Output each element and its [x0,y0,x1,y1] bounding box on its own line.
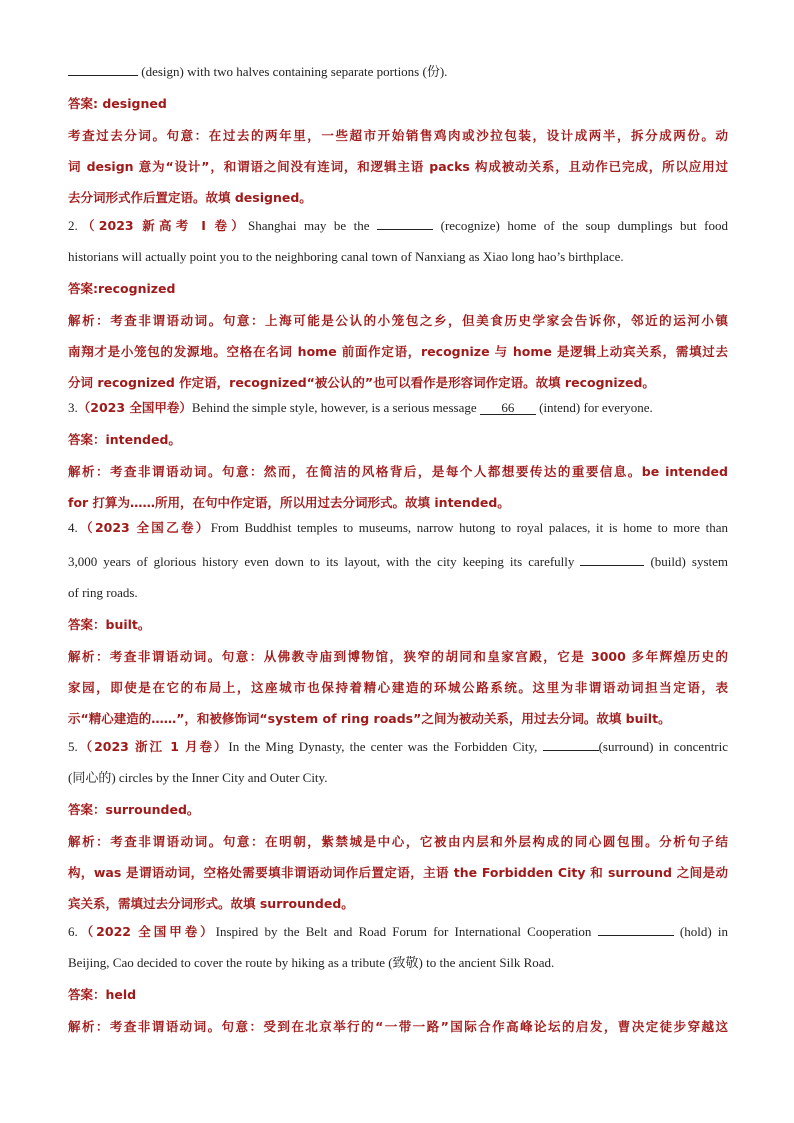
question-number: 4. [68,520,78,535]
answer-blank [543,735,599,751]
question-line [68,399,728,417]
document-page [68,60,728,1043]
question-text-segment: (surround) in concentric [598,739,728,754]
exam-source-tag: （2023 全国乙卷） [77,520,211,535]
explanation-line: 考查过去分词。句意：在过去的两年里，一些超市开始销售鸡肉或沙拉包装，设计成两半，拆分成两份。动 [68,128,728,143]
question-text [68,519,728,602]
question-line [68,60,728,81]
question-number: 5. [68,739,78,754]
explanation-line: 南翔才是小笼包的发源地。空格在名词 home 前面作定语，recognize 与 home 是逻辑上动宾关系，需填过去 [68,344,728,359]
exam-source-tag: （2023 全国甲卷） [77,400,192,415]
question-text-segment: 3,000 years of glorious history even down to its layout, with the city keeping its carefully [68,554,581,569]
explanation [68,1018,728,1036]
explanation-line: 去分词形式作后置定语。故填 designed。 [68,190,312,205]
explanation-line: 解析：考查非谓语动词。句意：在明朝，紫禁城是中心，它被由内层和外层构成的同心圆包围。分析句子结 [68,834,728,849]
question-line [68,550,728,571]
question-text-segment: (intend) for everyone. [535,400,653,415]
question-text-segment: Beijing, Cao decided to cover the route by hiking as a tribute (致敬) to the ancient Silk Road. [68,955,555,970]
explanation-line: 解析：考查非谓语动词。句意：然而，在简洁的风格背后，是每个人都想要传达的重要信息。be intended [68,464,728,479]
question-number: 6. [68,924,78,939]
question-item [68,399,728,512]
question-line [68,519,728,537]
explanation [68,127,728,207]
question-text-segment: Inspired by the Belt and Road Forum for International Cooperation [215,924,598,939]
answer-blank [598,920,674,936]
explanation [68,833,728,913]
answer-line: 答案：intended。 [68,432,181,447]
explanation-line: 宾关系，需填过去分词形式。故填 surrounded。 [68,896,354,911]
question-line [68,920,728,941]
question-item [68,519,728,728]
question-text-segment: (hold) in [673,924,728,939]
question-text-segment: of ring roads. [68,585,138,600]
question-item [68,214,728,392]
exam-source-tag: （2022 全国甲卷） [77,924,216,939]
question-text [68,214,728,266]
explanation-line: 分词 recognized 作定语，recognized“被公认的”也可以看作是形容词作定语。故填 recognized。 [68,375,655,390]
explanation-line: 解析：考查非谓语动词。句意：上海可能是公认的小笼包之乡，但美食历史学家会告诉你，邻近的运河小镇 [68,313,728,328]
question-line [68,954,728,972]
question-text-segment: historians will actually point you to the neighboring canal town of Nanxiang as Xiao long hao’s birthplace. [68,249,624,264]
explanation [68,648,728,728]
question-line [68,769,728,787]
explanation [68,312,728,392]
exam-source-tag: （2023 浙江 1 月卷） [77,739,229,754]
question-line [68,214,728,235]
question-line [68,735,728,756]
question-text-segment: (recognize) home of the soup dumplings but food [433,218,728,233]
answer-blank: 66 [480,399,536,415]
question-text [68,920,728,972]
answer-line: 答案：surrounded。 [68,802,200,817]
answer-line: 答案: designed [68,96,167,111]
explanation-line: 解析：考查非谓语动词。句意：从佛教寺庙到博物馆，狭窄的胡同和皇家宫殿，它是 3000 多年辉煌历史的 [68,649,728,664]
question-item [68,60,728,207]
question-text-segment: (build) system [644,554,728,569]
question-text-segment: (design) with two halves containing separate portions (份). [138,64,448,79]
question-line [68,584,728,602]
explanation-line: 示“精心建造的……”，和被修饰词“system of ring roads”之间为被动关系，用过去分词。故填 built。 [68,711,671,726]
answer-line: 答案：held [68,987,137,1002]
explanation-line: 家园，即使是在它的布局上，这座城市也保持着精心建造的环城公路系统。这里为非谓语动词担当定语，表 [68,680,728,695]
answer-blank [580,550,644,566]
question-line [68,248,728,266]
question-text [68,735,728,787]
question-text [68,399,728,417]
explanation-line: for 打算为……所用，在句中作定语，所以用过去分词形式。故填 intended。 [68,495,510,510]
question-text-segment: Behind the simple style, however, is a serious message [191,400,480,415]
question-number: 3. [68,400,78,415]
explanation-line: 词 design 意为“设计”，和谓语之间没有连词，和逻辑主语 packs 构成被动关系，且动作已完成，所以应用过 [68,159,728,174]
answer-blank [68,60,138,76]
explanation-line: 解析：考查非谓语动词。句意：受到在北京举行的“一带一路”国际合作高峰论坛的启发，曹决定徒步穿越这 [68,1019,728,1034]
answer-line: 答案:recognized [68,281,176,296]
explanation-line: 构，was 是谓语动词，空格处需要填非谓语动词作后置定语，主语 the Forbidden City 和 surround 之间是动 [68,865,728,880]
question-item [68,920,728,1036]
answer-line: 答案：built。 [68,617,151,632]
question-number: 2. [68,218,78,233]
question-text-segment: From Buddhist temples to museums, narrow hutong to royal palaces, it is home to more than [210,520,728,535]
question-text-segment: Shanghai may be the [248,218,378,233]
question-text-segment: In the Ming Dynasty, the center was the Forbidden City, [228,739,543,754]
explanation [68,463,728,512]
question-text [68,60,728,81]
answer-blank [377,214,433,230]
question-item [68,735,728,913]
question-text-segment: (同心的) circles by the Inner City and Outer City. [68,770,328,785]
exam-source-tag: （2023 新高考 I 卷） [77,218,249,233]
